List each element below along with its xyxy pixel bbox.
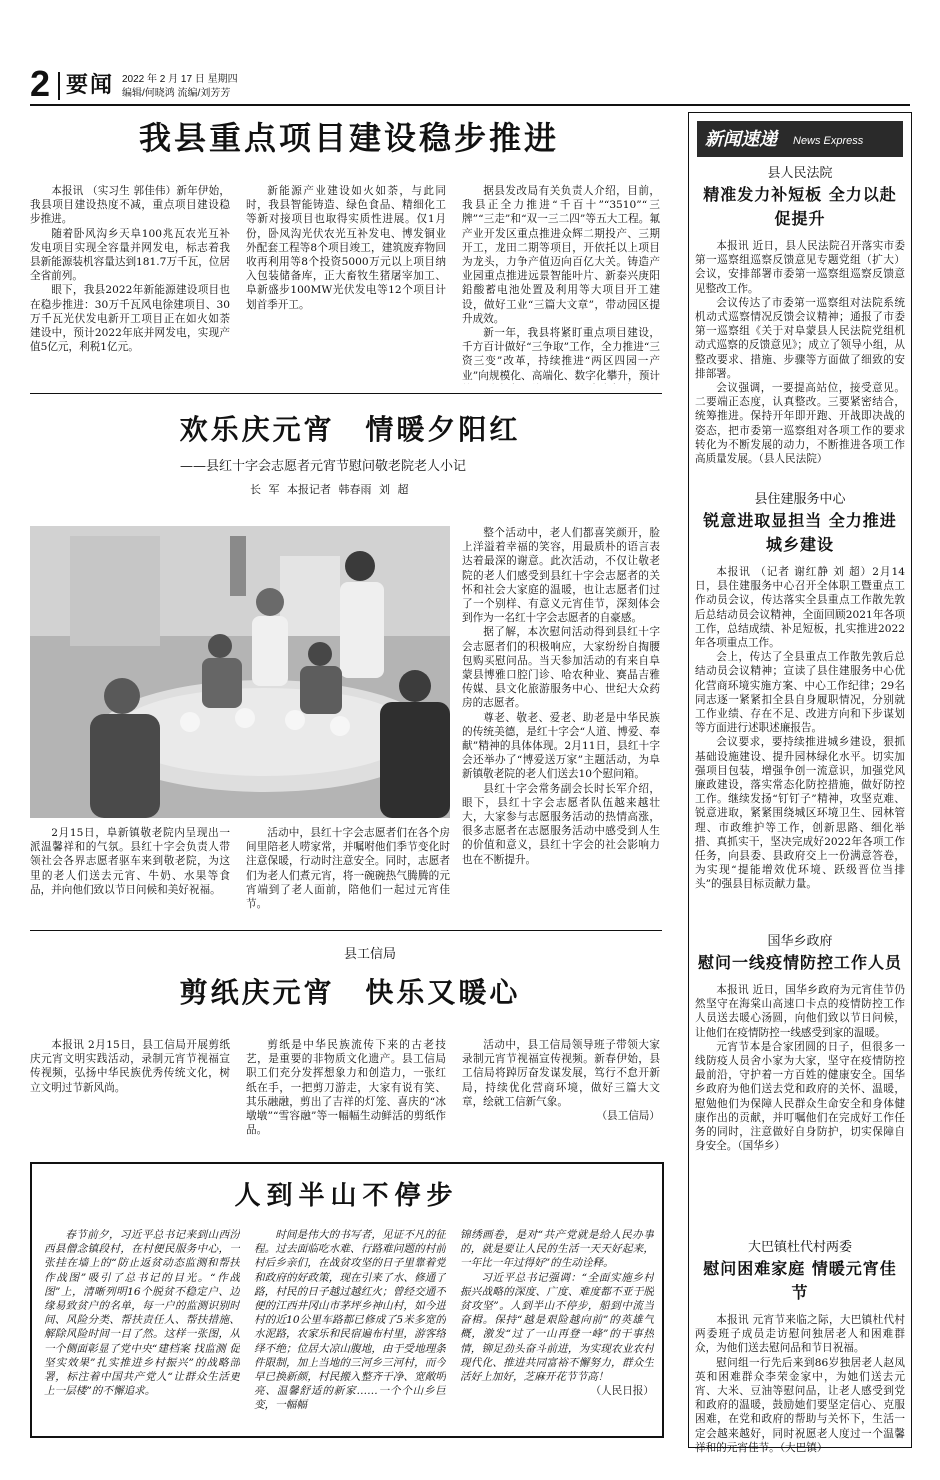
header-divider	[58, 72, 60, 100]
article2-title: 欢乐庆元宵 情暖夕阳红	[179, 413, 521, 446]
sidebar-paragraph: 元宵节本是合家团圆的日子，但很多一线防疫人员舍小家为大家，坚守在疫情防控最前沿，守护着一方百姓的健康安全。国华乡政府为他们送去党和政府的关怀、温暖，慰勉他们为保障人民群众生命安全和身体健康作出的贡献，并叮嘱他们在完成好工作任务的同时，注意做好自身防护，切实保障自身安全。（国华乡）	[695, 1040, 905, 1153]
sidebar-paragraph: 本报讯 近日，县人民法院召开落实市委第一巡察组巡察反馈意见专题党组（扩大）会议，安排部署市委第一巡察组巡察反馈意见整改工作。	[695, 240, 905, 295]
date-line: 2022 年 2 月 17 日 星期四	[122, 74, 238, 85]
page-number: 2	[30, 63, 51, 104]
article4-box	[30, 1162, 664, 1438]
article1-bottom-rule	[30, 393, 662, 394]
sidebar-paragraph: 会上，传达了全县重点工作散先敦后总结动员会议精神；宣读了县住建服务中心优化营商环境实施方案、中心工作纪律；29名同志逐一紧紧扣全县自身履职情况，分别就工作业绩、存在不足、改进方向和下步谋划等方面进行述职述廉报告。	[695, 651, 905, 735]
article1-paragraph: 新一年，我县将紧盯重点项目建设，千方百计做好“三争取”工作，全力推进“三资三变”改革，持续推进“两区四园一产业”向规模化、高端化、数字化攀升，预计	[462, 327, 660, 382]
sidebar-item-duodai	[695, 1239, 905, 1454]
article2-paragraph: 整个活动中，老人们都喜笑颜开，脸上洋溢着幸福的笑容，用最质朴的语言表达着最深的谢意。此次活动，不仅让敬老院的老人们感受到县红十字会志愿者的关怀和社会大家庭的温暖，也让志愿者们过了一个别样、有意义元宵佳节，深刻体会到作为一名红十字会志愿者的自豪感。	[462, 527, 660, 625]
article1-title: 我县重点项目建设稳步推进	[138, 119, 559, 157]
sidebar-banner	[697, 121, 903, 157]
article3-paragraph: 本报讯 2月15日，县工信局开展剪纸庆元宵文明实践活动，录制元宵节视福宣传视频，弘扬中华民族优秀传统文化，树立文明过节新风尚。	[30, 1039, 230, 1094]
sidebar-item-title: 慰问困难家庭 情暖元宵佳节	[703, 1259, 897, 1302]
article2-paragraph: 尊老、敬老、爱老、助老是中华民族的传统美德，是红十字会“人道、博爱、奉献”精神的具体体现。2月11日，县红十字会还举办了“博爱送万家”主题活动，为阜新镇敬老院的老人们送去10个慰问箱。	[462, 711, 660, 781]
sidebar-item-org: 国华乡政府	[767, 934, 833, 949]
sidebar-paragraph: 本报讯 近日，国华乡政府为元宵佳节仍然坚守在海棠山高速口卡点的疫情防控工作人员送去暖心汤圆，向他们致以节日问候，让他们在疫情防控一线感受到家的温暖。	[695, 984, 905, 1039]
photo-illustration	[30, 526, 450, 818]
sidebar-item-title: 慰问一线疫情防控工作人员	[697, 953, 902, 972]
article3-col3	[462, 1038, 660, 1138]
article3-paragraph: 剪纸是中华民族流传下来的古老技艺，是重要的非物质文化遗产。县工信局职工们充分发挥想象力和创造力，一张红纸在手，一把剪刀游走，大家有说有笑、其乐融融，剪出了吉祥的灯笼、喜庆的“冰墩墩”“雪容融”等一幅幅生动鲜活的剪纸作品。	[246, 1039, 446, 1137]
sidebar-paragraph: 会议要求，要持续推进城乡建设，狠抓基础设施建设、提升园林绿化水平。切实加强项目包装，增强争创一流意识，加强党风廉政建设，落实常态化防控措施，做好防控工作。继续发扬“钉钉子”精神，攻坚克难、锐意进取，紧紧围绕城区环境卫生、园林管理、市政维护等工作，创新思路、细化举措、真抓实干，坚决完成好2022年各项工作任务，向县委、县政府交上一份满意答卷，为实现“提能增效优环境、跃级晋位当排头”的强县目标贡献力量。	[695, 736, 905, 891]
article1-col1	[30, 184, 230, 384]
article4-paragraph: 习近平总书记强调：“全面实施乡村振兴战略的深度、广度、难度都不亚于脱贫攻坚”。人到半山不停步，船到中流当奋楫。保持“越是艰险越向前”的英雄气概，激发“过了一山再登一峰”的干事热情，铆足劲头奋斗前进，为实现农业农村现代化、推进共同富裕不懈努力，群众生活好上加好，芝麻开花节节高！	[460, 1271, 654, 1384]
article3-title: 剪纸庆元宵 快乐又暖心	[179, 976, 521, 1009]
sidebar	[688, 112, 912, 1454]
sidebar-paragraph: 会议强调，一要提高站位，接受意见。二要端正态度，认真整改。三要紧密结合，统筹推进。保持开年即开跑、开战即决战的姿态，把市委第一巡察组对各项工作的要求转化为不断发展的动力，不断推进各项工作高质量发展。（县人民法院）	[695, 382, 905, 466]
article4-paragraph: 春节前夕，习近平总书记来到山西汾西县僧念镇段村，在村便民服务中心，一张挂在墙上的“防止返贫动态监测和帮扶作战图”吸引了总书记的目光。“作战图”上，清晰列明16个脱贫不稳定户、边缘易致贫户的名单，每一户的监测识别时间、风险分类、帮扶责任人、帮扶措施、解除风险时间一目了然。这样一张图，从一个侧面彰显了党中央“建档案 找监测 促坚实效果”扎实推进乡村振兴”的战略部署，标注着中国共产党人“让群众生活更上一层楼”的不懈追求。	[44, 1229, 240, 1398]
sidebar-item-court	[695, 165, 905, 475]
article3-col1	[30, 1038, 230, 1138]
article2-paragraph: 据了解，本次慰问活动得到县红十字会志愿者们的积极响应，大家纷纷自掏腰包购买慰问品。当天参加活动的有来自阜蒙县博雅口腔门诊、哈农种业、赛晶吉雅传媒、县文化旅游服务中心、世纪大众药房的志愿者。	[462, 626, 660, 710]
article1-paragraph: 据县发改局有关负责人介绍，目前，我县正全力推进“千百十”“3510”“三牌”“三走”和“双一三二四”等五大工程。氟产业开发区重点推进众辉二期投产、三期开工，龙田二期等项目，开依托以上项目为龙头，力争产值迈向百亿大关。铸造产业园重点推进远景智能叶片、新泰兴庚阳鉛酸蓄电池处置及利用等大项目开工建设，做好工业“三篇大文章”，带动园区提升成效。	[462, 185, 660, 325]
article2-subtitle: ——县红十字会志愿者元宵节慰问敬老院老人小记	[180, 459, 467, 474]
sidebar-item-housing	[695, 491, 905, 921]
sidebar-banner-en: News Express	[793, 135, 864, 147]
sidebar-item-guohua	[695, 933, 905, 1233]
article4-col2	[254, 1228, 446, 1432]
article2-byline: 长 军 本报记者 韩春雨 刘 超	[250, 483, 409, 496]
article1-col3	[462, 184, 660, 384]
masthead-rule	[30, 104, 910, 106]
photo-caption: 2月15日，阜新镇敬老院内呈现出一派温馨祥和的气氛。县红十字会负责人带领社会各界志愿者驱车来到敬老院，为这里的老人们送去元宵、牛奶、水果等食品，并向他们致以节日问候和美好祝福。	[30, 827, 230, 896]
sidebar-item-org: 大巴镇杜代村两委	[747, 1240, 852, 1255]
article4-paragraph: 时间是伟大的书写者，见证不凡的征程。过去面临吃水难、行路难问题的村前村后乡亲们，在战贫攻坚的日子里靠着党和政府的好政策，现在引来了水、修通了路，村民的日子越过越红火；曾经交通不便的江西井冈山市茅坪乡神山村，如今进村的近10公里车路都已修成了5米多宽的水泥路，农家乐和民宿遍布村里，游客络绎不绝；位居大凉山腹地，由于受地理条件限制，加上当地的三河乡三河村，而今早已换新颜，村民搬入整齐干净、宽敞明亮、温馨舒适的新家……一个个山乡巨变，一幅幅	[254, 1229, 446, 1412]
article4-paragraph: 锦绣画卷，是对“共产党就是给人民办事的，就是要让人民的生活一天天好起来，一年比一年过得好”的生动诠释。	[460, 1229, 654, 1270]
article3-signoff: （县工信局）	[596, 1110, 660, 1123]
article4-signoff: （人民日报）	[590, 1385, 654, 1398]
sidebar-item-title: 精准发力补短板 全力以赴促提升	[703, 185, 897, 228]
article3-col2	[246, 1038, 446, 1138]
article2-paragraph: 活动中，县红十字会志愿者们在各个房间里陪老人唠家常，并嘱咐他们季节变化时注意保暖，行动时注意安全。同时，志愿者们为老人们煮元宵，将一碗碗热气腾腾的元宵端到了老人面前，陪他们一起过元宵佳节。	[246, 827, 450, 911]
article3-source: 县工信局	[343, 947, 396, 962]
article2-photo	[30, 526, 450, 818]
article2-bottom-rule	[30, 930, 662, 931]
sidebar-paragraph: 本报讯 （记者 谢红静 刘 超）2月14日，县住建服务中心召开全体职工暨重点工作动员会议，传达落实全县重点工作散先敦后总结动员会议精神，全面回顾2021年各项工作，总结成绩、补足短板，扎实推进2022年各项重点工作。	[695, 566, 905, 650]
article2-paragraph: 县红十字会常务副会长时长军介绍，眼下，县红十字会志愿者队伍越来越壮大，大家参与志愿服务活动的热情高涨，很多志愿者在志愿服务活动中感受到人生的价值和意义，县红十字会的社会影响力也在不断提升。	[462, 782, 660, 866]
article2-photo-caption-col	[30, 826, 230, 922]
sidebar-item-org: 县住建服务中心	[754, 492, 846, 507]
section-name: 要闻	[66, 72, 115, 97]
article4-col3	[460, 1228, 654, 1432]
page-header	[30, 63, 910, 106]
article1-paragraph: 本报讯 （实习生 郭佳伟）新年伊始，我县项目建设热度不减，重点项目建设稳步推进。	[30, 185, 230, 226]
article4-title: 人到半山不停步	[234, 1181, 459, 1211]
sidebar-paragraph: 慰问组一行先后来到86岁独居老人赵凤英和困难群众李荣金家中，为她们送去元宵、大米、豆油等慰问品，让老人感受到党和政府的温暖，鼓励她们要坚定信心、克服困难，在党和政府的帮助与关怀下，生活一定会越来越好，同时祝愿老人度过一个温馨祥和的元宵佳节。（大巴镇）	[695, 1356, 905, 1454]
article2-col-mid	[246, 826, 450, 922]
article1-col2	[246, 184, 446, 384]
article1-paragraph: 随着卧风沟乡天阜100兆瓦农光互补发电项目实现全容量并网发电，标志着我县新能源装机容量达到181.7万千瓦，位居全省前列。	[30, 227, 230, 283]
sidebar-item-org: 县人民法院	[767, 166, 833, 181]
article1-paragraph: 新能源产业建设如火如荼，与此同时，我县智能铸造、绿色食品、精细化工等新对接项目也取得实质性进展。仅1月份，卧凤沟光伏农光互补发电、博发铜业外配套工程等8个项目竣工，建筑废弃物回收再利用等8个投资5000万元以上项目纳入包装储备库，正大畜牧生猪屠宰加工、阜新盛步100MW光伏发电等12个项目计划首季开工。	[246, 185, 446, 311]
sidebar-paragraph: 会议传达了市委第一巡察组对法院系统机动式巡察情况反馈会议精神；通报了市委第一巡察组《关于对阜蒙县人民法院党组机动式巡察的反馈意见》；成立了领导小组，从整改要求、措施、步骤等方面做了细致的安排部署。	[695, 296, 905, 380]
editor-line: 编辑/何晓鸿 流编/刘芳芳	[122, 88, 231, 99]
article4-col1	[44, 1228, 240, 1432]
article1-paragraph: 眼下，我县2022年新能源建设项目也在稳步推进：30万千瓦风电徐建项目、30万千瓦光伏发电新开工项目正在如火如荼建设中，预计2022年底并网发电，实现产值5亿元，利税1亿元。	[30, 284, 230, 354]
sidebar-banner-cn: 新闻速递	[705, 129, 777, 149]
article3-paragraph: 活动中，县工信局领导班子带领大家录制元宵节视福宣传视频。新春伊始，县工信局将踔厉奋发谋发展，笃行不怠开新局，持续优化营商环境，做好三篇大文章，绘就工信新气象。	[462, 1039, 660, 1108]
sidebar-item-title: 锐意进取显担当 全力推进城乡建设	[703, 511, 897, 554]
article2-col-right	[462, 526, 660, 922]
sidebar-paragraph: 本报讯 元宵节来临之际，大巴镇杜代村两委班子成员走访慰问独居老人和困难群众，为他们送去慰问品和节日祝福。	[695, 1314, 905, 1355]
